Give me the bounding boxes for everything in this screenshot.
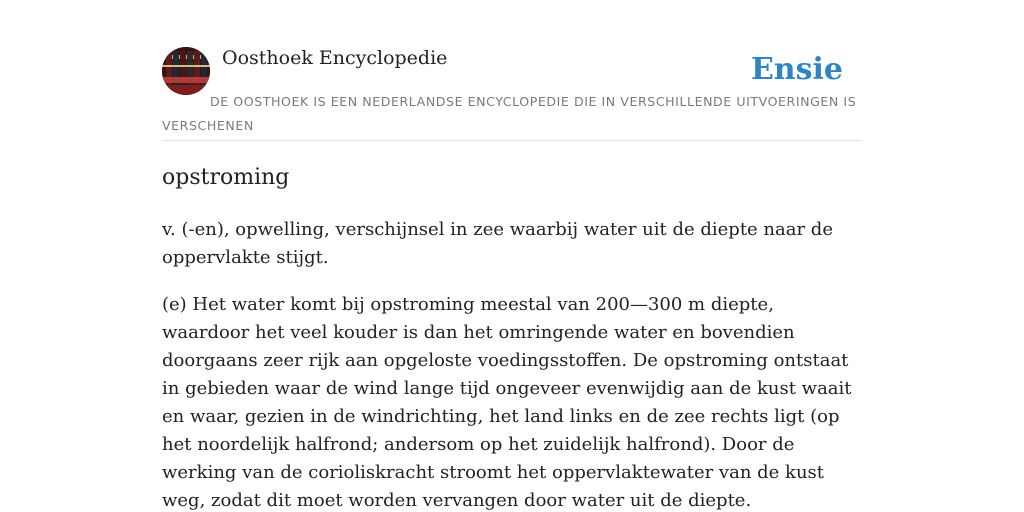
entry-paragraph: (e) Het water komt bij opstroming meestal van 200—300 m diepte, waardoor het veel kouder is dan het omringende water en bovendien doorgaans zeer rijk aan opgeloste voedingsstoffen. De opstroming ontstaat in gebieden waar de wind lange tijd ongeveer evenwijdig aan de kust waait en waar, gezien in de windrichting, het land links en de zee rechts ligt (op het noordelijk halfrond; andersom op het zuidelijk halfrond). Door de werking van de corioliskracht stroomt het oppervlaktewater van de kust weg, zodat dit moet worden vervangen door water uit de diepte. [162,294,852,511]
site-tagline: DE OOSTHOEK IS EEN NEDERLANDSE ENCYCLOPEDIE DIE IN VERSCHILLENDE UITVOERINGEN IS VERSCHENEN [162,94,857,133]
entry-definition: v. (-en), opwelling, verschijnsel in zee waarbij water uit de diepte naar de oppervlakte stijgt. [162,219,833,268]
encyclopedia-books-icon[interactable] [162,47,210,95]
brand-logo[interactable]: Ensie [750,52,843,87]
entry-content [162,160,862,512]
entry-title: opstroming [162,165,290,190]
site-title[interactable]: Oosthoek Encyclopedie [222,47,448,69]
site-header [162,46,862,141]
